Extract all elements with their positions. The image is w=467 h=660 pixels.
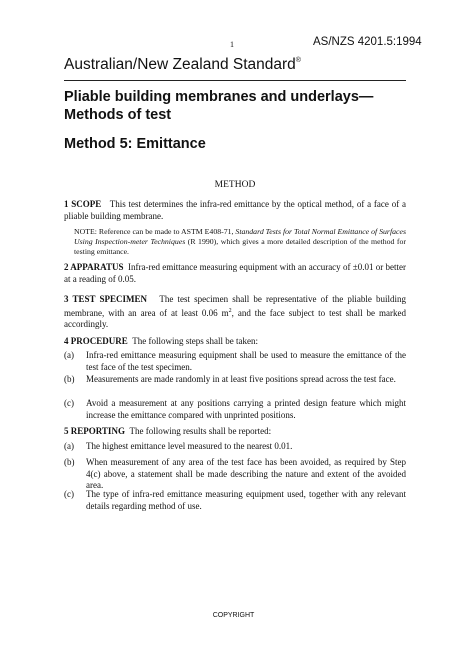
copyright-footer: COPYRIGHT [212, 612, 255, 619]
procedure-item-c-text: Avoid a measurement at any positions carrying a printed design feature which might increase the emittance compared with unprinted positions. [86, 398, 406, 420]
reporting-section [64, 426, 406, 438]
scope-note-prefix: NOTE: Reference can be made to ASTM E408-71, [74, 227, 236, 236]
reporting-item-b-text: When measurement of any area of the test face has been avoided, as required by Step 4(c) above, a statement shall be made describing the nature and extent of the avoided area. [86, 457, 406, 490]
method-heading: METHOD [214, 180, 256, 190]
scope-text: This test determines the infra-red emittance by the optical method, of a face of a pliable building membrane. [64, 199, 406, 221]
document-title-line2: Methods of test [64, 107, 172, 123]
standard-type-text: Australian/New Zealand Standard [64, 56, 296, 73]
apparatus-section [64, 262, 406, 285]
specimen-superscript: 2 [228, 307, 232, 314]
standard-number: AS/NZS 4201.5:1994 [313, 36, 422, 48]
procedure-item-b-label: (b) [64, 374, 75, 384]
scope-note [74, 227, 406, 257]
procedure-item-a-label: (a) [64, 350, 74, 360]
procedure-item-c-label: (c) [64, 398, 74, 408]
specimen-text-b: , and the face subject to test shall be marked accordingly. [64, 307, 406, 329]
page-number: 1 [230, 40, 234, 49]
registered-mark: ® [295, 57, 301, 64]
procedure-item-b-text: Measurements are made randomly in at least five positions spread across the test face. [86, 374, 396, 384]
reporting-heading: 5 REPORTING [64, 426, 125, 436]
scope-heading: 1 SCOPE [64, 199, 102, 209]
standard-type [64, 56, 301, 74]
procedure-intro: The following steps shall be taken: [132, 336, 258, 346]
reporting-item-a-label: (a) [64, 441, 74, 451]
apparatus-heading: 2 APPARATUS [64, 262, 124, 272]
reporting-item-a-text: The highest emittance level measured to the nearest 0.01. [86, 441, 293, 451]
apparatus-text: Infra-red emittance measuring equipment with an accuracy of ±0.01 or better at a reading of 0.05. [64, 262, 407, 284]
specimen-section [64, 294, 406, 331]
document-title-line1: Pliable building membranes and underlays— [64, 89, 374, 105]
scope-note-suffix: (R 1990), which gives a more detailed description of the method for testing emittance. [74, 237, 407, 256]
specimen-heading: 3 TEST SPECIMEN [64, 294, 147, 304]
reporting-item-c-label: (c) [64, 489, 74, 499]
reporting-item-b-label: (b) [64, 457, 75, 467]
procedure-item-a-text: Infra-red emittance measuring equipment shall be used to measure the emittance of the test face of the test specimen. [86, 350, 406, 372]
procedure-section [64, 336, 406, 348]
document-title [64, 88, 373, 124]
procedure-heading: 4 PROCEDURE [64, 336, 128, 346]
reporting-intro: The following results shall be reported: [129, 426, 272, 436]
specimen-text-a: The test specimen shall be representative of the pliable building membrane, with an area of at least 0.06 m [64, 294, 406, 318]
scope-note-title: Standard Tests for Total Normal Emittance of Surfaces Using Inspection-meter Techniques [74, 227, 406, 246]
method-title: Method 5: Emittance [64, 136, 206, 152]
reporting-item-c-text: The type of infra-red emittance measuring equipment used, together with any relevant details regarding method of use. [86, 489, 406, 511]
header-rule [64, 80, 406, 81]
scope-section [64, 199, 406, 222]
